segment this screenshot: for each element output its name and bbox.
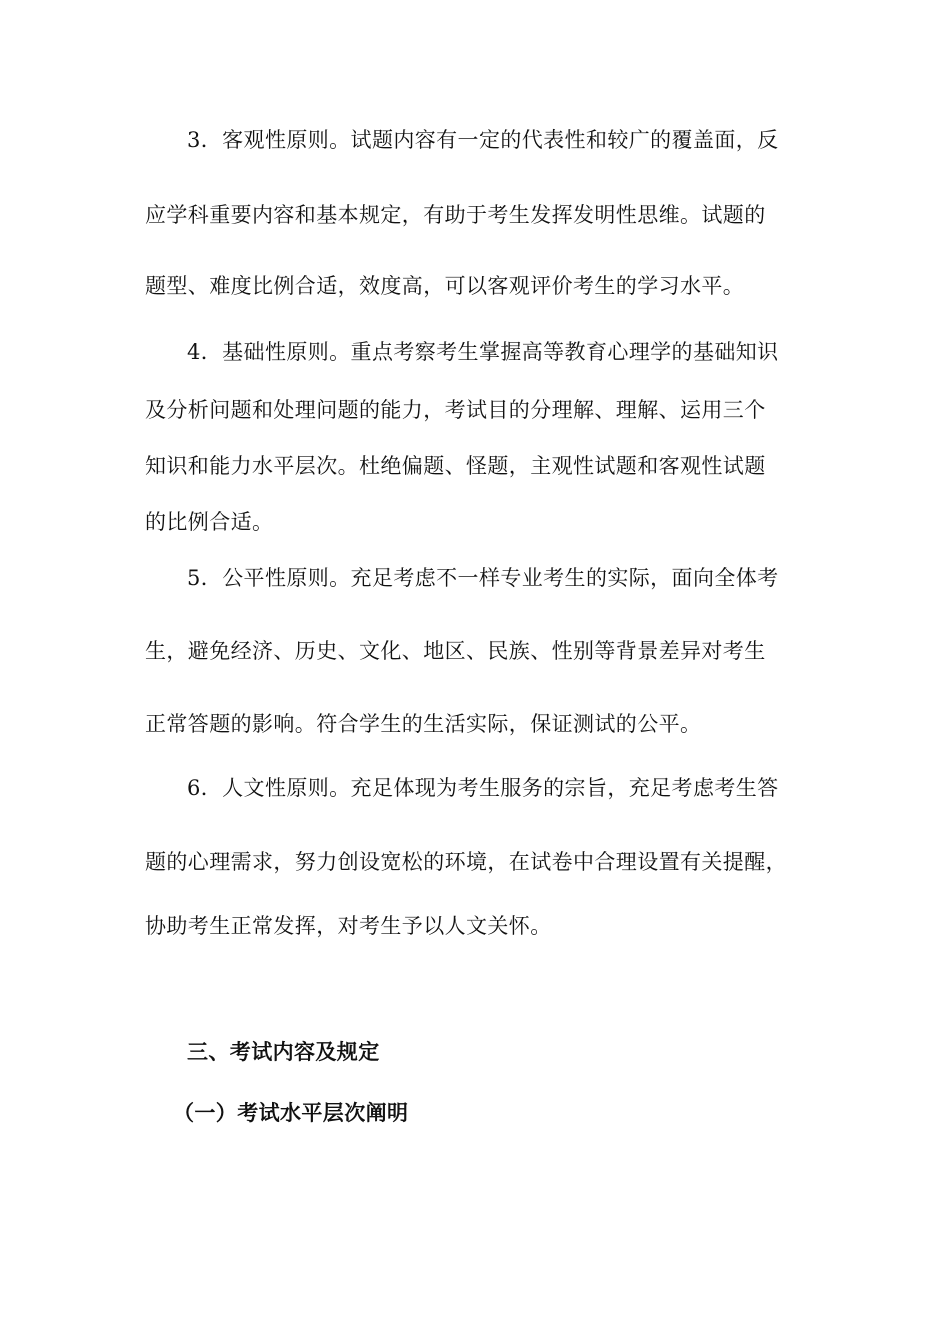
- paragraph-line: 及分析问题和处理问题的能力，考试目的分理解、理解、运用三个: [145, 398, 766, 422]
- subsection-heading: （一）考试水平层次阐明: [173, 1101, 409, 1125]
- paragraph-line: 3．客观性原则。试题内容有一定的代表性和较广的覆盖面，反: [187, 128, 779, 152]
- paragraph-line: 5．公平性原则。充足考虑不一样专业考生的实际，面向全体考: [187, 566, 779, 590]
- paragraph-line: 6．人文性原则。充足体现为考生服务的宗旨，充足考虑考生答: [187, 776, 779, 800]
- paragraph-line: 题型、难度比例合适，效度高，可以客观评价考生的学习水平。: [145, 274, 745, 298]
- paragraph-line: 生，避免经济、历史、文化、地区、民族、性别等背景差异对考生: [145, 639, 766, 663]
- paragraph-line: 的比例合适。: [145, 510, 274, 534]
- paragraph-line: 题的心理需求，努力创设宽松的环境，在试卷中合理设置有关提醒，: [145, 850, 787, 874]
- paragraph-line: 知识和能力水平层次。杜绝偏题、怪题，主观性试题和客观性试题: [145, 454, 766, 478]
- section-heading: 三、考试内容及规定: [187, 1040, 380, 1064]
- paragraph-line: 正常答题的影响。符合学生的生活实际，保证测试的公平。: [145, 712, 702, 736]
- paragraph-line: 协助考生正常发挥，对考生予以人文关怀。: [145, 914, 552, 938]
- paragraph-line: 应学科重要内容和基本规定，有助于考生发挥发明性思维。试题的: [145, 203, 766, 227]
- paragraph-line: 4．基础性原则。重点考察考生掌握高等教育心理学的基础知识: [187, 340, 779, 364]
